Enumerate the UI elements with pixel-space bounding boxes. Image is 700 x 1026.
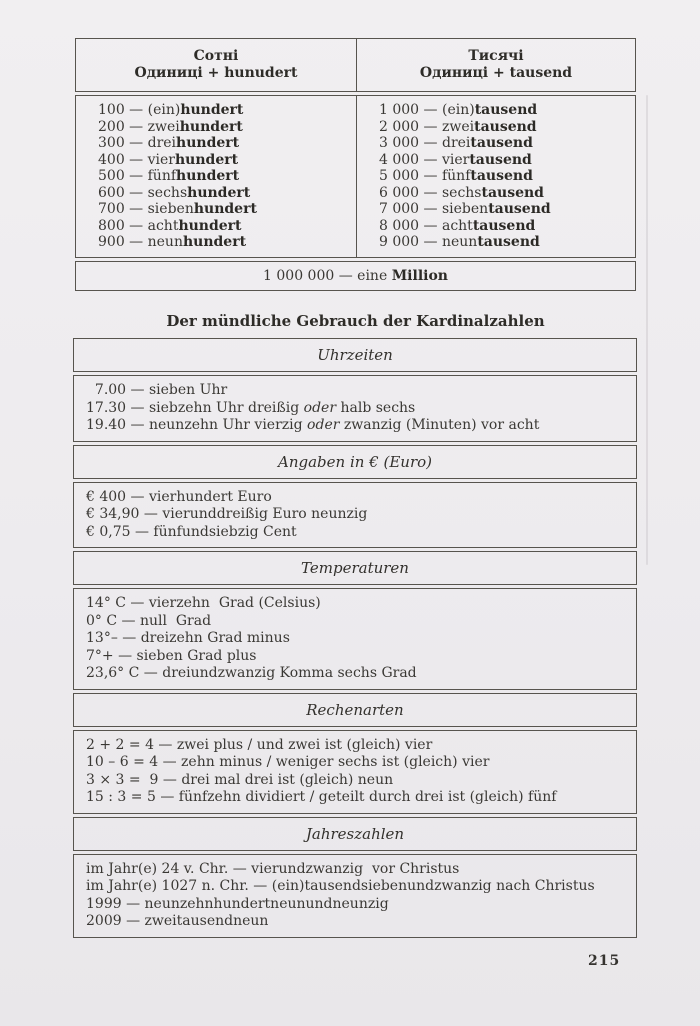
hundreds-row [98,119,356,136]
number-text: 700 — sieben [98,201,194,217]
line-text: € 0,75 — fünfundsiebzig Cent [86,523,297,540]
number-text-bold: hundert [187,184,251,201]
number-text-bold: tausend [481,184,544,201]
number-text: 3 000 — drei [379,135,471,151]
line-text: 13°– — dreizehn Grad minus [86,630,290,646]
number-text: 2 000 — zwei [379,118,475,135]
number-text-bold: hundert [176,168,240,184]
section-header-temperaturen: Temperaturen [73,551,637,585]
number-text-bold: hundert [176,135,240,151]
rechenart-line [86,772,626,790]
thousands-row [379,218,635,235]
section-header-euro: Angaben in € (Euro) [73,445,637,479]
million-text-bold: Million [391,267,448,284]
usage-table [73,338,637,938]
number-text-bold: tausend [470,135,533,151]
number-text: 300 — drei [98,135,177,151]
temperatur-line [86,630,626,648]
line-text: 3 × 3 = 9 — drei mal drei ist (gleich) neun [86,771,394,788]
number-text: 600 — sechs [98,184,188,201]
line-text: 10 – 6 = 4 — zehn minus / weniger sechs ist (gleich) vier [86,754,490,770]
line-text-italic: oder [307,417,340,433]
number-text: 800 — acht [98,217,179,234]
number-text-bold: hundert [180,102,244,118]
uhrzeiten-line [86,400,626,418]
rechenart-line [86,754,626,772]
jahreszahl-line [86,878,626,896]
number-text-bold: tausend [474,118,537,135]
number-text: 4 000 — vier [379,151,470,168]
thousands-row [379,135,635,152]
uhrzeiten-line [86,382,626,400]
section-header-jahreszahlen: Jahreszahlen [73,817,637,851]
hundreds-header-line1: Сотні [193,48,239,64]
section-content-temperaturen [73,588,637,690]
temperatur-line [86,613,626,631]
hundreds-row [98,168,356,185]
jahreszahl-line [86,913,626,931]
line-text: 1999 — neunzehnhundertneunundneunzig [86,895,389,912]
euro-line [86,506,626,524]
hundreds-row [98,185,356,202]
header-cell-hundreds [76,39,356,91]
line-text: 14° C — vierzehn Grad (Celsius) [86,595,321,611]
number-text-bold: hundert [178,217,242,234]
hundreds-row [98,234,356,251]
page-number: 215 [588,953,621,969]
thousands-row [379,152,635,169]
euro-line [86,489,626,507]
line-text: 2009 — zweitausendneun [86,913,269,929]
hundreds-row [98,102,356,119]
million-text: 1 000 000 — eine [263,267,392,284]
number-text: 1 000 — (ein) [379,102,475,118]
million-row [75,261,636,291]
number-text-bold: tausend [470,168,533,184]
section-content-jahreszahlen [73,854,637,938]
section-header-rechenarten: Rechenarten [73,693,637,727]
hundreds-column [76,96,356,257]
numbers-table-body [75,95,636,258]
thousands-header-line2: Одиниці + tausend [419,65,573,81]
number-text: 5 000 — fünf [379,168,471,184]
line-text: 15 : 3 = 5 — fünfzehn dividiert / geteilt durch drei ist (gleich) fünf [86,789,557,805]
hundreds-row [98,152,356,169]
number-text: 100 — (ein) [98,102,181,118]
section-heading: Der mündliche Gebrauch der Kardinalzahlen [166,312,545,330]
number-text-bold: hundert [193,201,257,217]
thousands-row [379,119,635,136]
rechenart-line [86,737,626,755]
line-text: 17.30 — siebzehn Uhr dreißig [86,399,304,416]
number-text: 7 000 — sieben [379,201,489,217]
line-text: im Jahr(e) 1027 n. Chr. — (ein)tausendsiebenundzwanzig nach Christus [86,878,595,894]
line-text: 7°+ — sieben Grad plus [86,647,257,664]
header-cell-thousands [356,39,635,91]
numbers-table [75,38,636,291]
number-text-bold: tausend [474,102,538,118]
line-text: 0° C — null Grad [86,612,212,629]
number-text: 9 000 — neun [379,234,478,250]
number-text-bold: hundert [175,151,239,168]
line-text: halb sechs [336,399,416,416]
section-content-rechenarten [73,730,637,814]
hundreds-row [98,201,356,218]
jahreszahl-line [86,896,626,914]
number-text-bold: hundert [182,234,247,250]
temperatur-line [86,648,626,666]
temperatur-line [86,595,626,613]
line-text: 19.40 — neunzehn Uhr vierzig [86,417,308,433]
section-header-uhrzeiten: Uhrzeiten [73,338,637,372]
uhrzeiten-line [86,417,626,435]
line-text: € 400 — vierhundert Euro [86,488,272,505]
section-content-uhrzeiten [73,375,637,442]
temperatur-line [86,665,626,683]
hundreds-header-line2: Одиниці + hunudert [134,65,298,81]
number-text: 500 — fünf [98,168,177,184]
number-text: 400 — vier [98,151,175,168]
number-text-bold: tausend [477,234,540,250]
line-text: 23,6° C — dreiundzwanzig Komma sechs Grad [86,665,417,681]
line-text: zwanzig (Minuten) vor acht [339,417,540,433]
number-text-bold: hundert [179,118,243,135]
line-text: € 34,90 — vierunddreißig Euro neunzig [86,506,368,522]
number-text-bold: tausend [472,217,536,234]
number-text-bold: tausend [469,151,532,168]
thousands-row [379,102,635,119]
thousands-header-line1: Тисячі [468,48,524,64]
line-text: im Jahr(e) 24 v. Chr. — vierundzwanzig vor Christus [86,860,460,877]
number-text: 8 000 — acht [379,217,473,234]
line-text: 2 + 2 = 4 — zwei plus / und zwei ist (gleich) vier [86,736,433,753]
hundreds-row [98,135,356,152]
section-content-euro [73,482,637,549]
rechenart-line [86,789,626,807]
number-text: 6 000 — sechs [379,184,482,201]
euro-line [86,524,626,542]
thousands-row [379,168,635,185]
number-text: 200 — zwei [98,118,180,135]
number-text: 900 — neun [98,234,183,250]
hundreds-row [98,218,356,235]
thousands-row [379,201,635,218]
numbers-table-header [75,38,636,92]
number-text-bold: tausend [488,201,551,217]
thousands-row [379,185,635,202]
line-text: 7.00 — sieben Uhr [86,382,228,398]
jahreszahl-line [86,861,626,879]
thousands-row [379,234,635,251]
thousands-column [356,96,635,257]
line-text-italic: oder [303,399,337,416]
